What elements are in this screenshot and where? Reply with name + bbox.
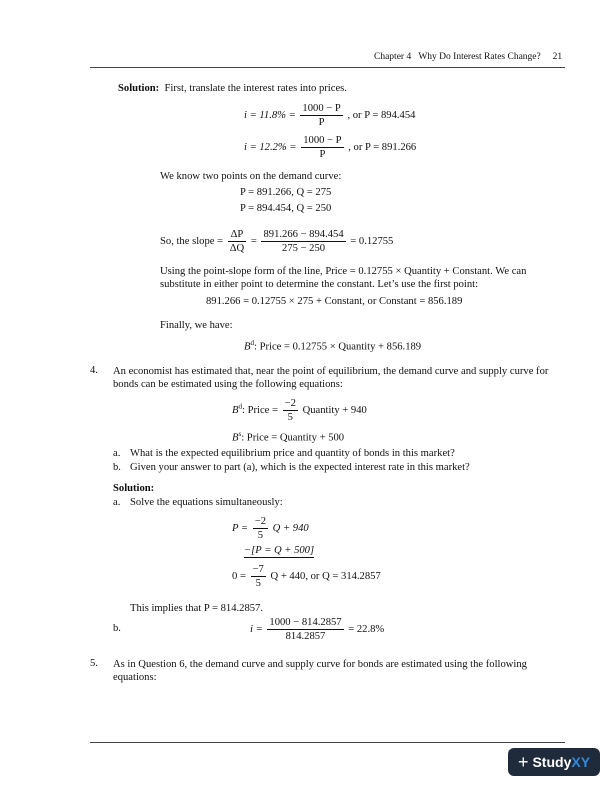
slope-den-2: 275 − 250: [282, 243, 326, 254]
q4-implies: This implies that P = 814.2857.: [130, 603, 264, 614]
eq-rate-1-frac: [300, 102, 342, 129]
chapter-title: Why Do Interest Rates Change?: [418, 52, 541, 62]
header-rule: [90, 67, 565, 68]
q4-interest-lhs: i =: [250, 623, 263, 635]
q4-step-1-den: 5: [257, 530, 264, 541]
slope-den-1: ΔQ: [229, 243, 245, 254]
slope-lhs: So, the slope =: [160, 235, 224, 247]
q4-step-1-num: −2: [254, 516, 267, 527]
q4-bd-num: −2: [284, 398, 296, 409]
q4-part-b-label: b.: [113, 462, 121, 473]
q4-interest-eq: [250, 616, 384, 643]
q4-interest-rhs: = 22.8%: [348, 623, 385, 635]
q4-interest-den: 814.2857: [285, 631, 326, 642]
q4-bd: B: [232, 404, 239, 416]
plus-icon: +: [517, 751, 529, 772]
q4-bd-frac: [283, 397, 298, 424]
q4-number: 4.: [90, 365, 98, 376]
q4-step-1-frac: [253, 515, 268, 542]
point-slope-text: Using the point-slope form of the line, Price = 0.12755 × Quantity + Constant. We can substitute in either point to determine the constant. Let’s use the first point:: [160, 266, 527, 290]
solution-label: Solution:: [118, 83, 160, 94]
eq-rate-1-den: P: [318, 117, 325, 128]
q4-step-1-lhs: P =: [232, 522, 249, 534]
finally-text: Finally, we have:: [160, 320, 233, 331]
eq-rate-1-lhs: i = 11.8% =: [244, 109, 296, 121]
slope-num-1: ΔP: [228, 228, 246, 242]
eq-rate-2-lhs: i = 12.2% =: [244, 141, 297, 153]
q4-bs-sup: s: [238, 430, 242, 438]
q4-interest-frac: [267, 616, 343, 643]
q4-step-2-text: −[P = Q + 500]: [244, 545, 315, 556]
chapter-label: Chapter 4: [374, 52, 412, 62]
slope-num-2: 891.266 − 894.454: [263, 229, 344, 240]
eq-rate-1-rhs: , or P = 894.454: [347, 109, 416, 121]
final-eq-sup: d: [250, 339, 254, 347]
slope-equation: [160, 228, 393, 255]
q4-sol-a-label: a.: [113, 497, 121, 508]
q4-solution-label: Solution:: [113, 483, 155, 494]
q5-number: 5.: [90, 658, 98, 669]
two-points-text: We know two points on the demand curve:: [160, 171, 342, 182]
slope-frac-2: [261, 228, 345, 255]
q4-step-1-rhs: Q + 940: [272, 522, 309, 534]
running-header: [374, 52, 562, 62]
q4-bs-rhs: : Price = Quantity + 500: [241, 432, 345, 444]
q4-step-1: [232, 515, 309, 542]
q4-bs: B: [232, 432, 239, 444]
footer-rule: [90, 742, 565, 743]
eq-rate-2-den: P: [319, 149, 326, 160]
eq-rate-2-frac: [301, 134, 343, 161]
q4-step-2: [244, 545, 314, 558]
q4-step-3-num: −7: [252, 564, 264, 575]
q4-supply-eq: [232, 430, 344, 444]
logo-text-accent: XY: [571, 754, 591, 770]
q4-step-3-lhs: 0 =: [232, 570, 246, 582]
q4-part-a-label: a.: [113, 448, 121, 459]
studyxy-logo: [508, 748, 600, 776]
page-number: 21: [552, 52, 563, 62]
slope-frac-1: [228, 228, 246, 255]
q4-step-3-den: 5: [255, 578, 261, 589]
q5-text: As in Question 6, the demand curve and supply curve for bonds are estimated using the following equations:: [113, 659, 527, 683]
final-equation: [244, 339, 421, 353]
point-1: P = 891.266, Q = 275: [240, 187, 332, 198]
logo-text: Study: [532, 754, 572, 770]
q4-part-b-text: Given your answer to part (a), which is the expected interest rate in this market?: [130, 462, 470, 473]
q4-part-a-text: What is the expected equilibrium price and quantity of bonds in this market?: [130, 448, 455, 459]
solution-intro: [118, 83, 347, 94]
constant-equation: 891.266 = 0.12755 × 275 + Constant, or Constant = 856.189: [206, 296, 463, 307]
eq-rate-2: [244, 134, 416, 161]
q4-bd-den: 5: [287, 412, 293, 423]
q4-step-3: [232, 563, 381, 590]
slope-rhs: = 0.12755: [350, 235, 394, 247]
eq-rate-2-num: 1000 − P: [303, 135, 342, 146]
q4-bd-sup: d: [238, 402, 242, 411]
q4-bd-rhs: Quantity + 940: [302, 404, 367, 416]
q4-bd-lhs: : Price =: [241, 404, 278, 416]
slope-eq: =: [250, 235, 257, 247]
solution-intro-text: First, translate the interest rates into prices.: [164, 83, 347, 94]
q4-step-3-frac: [251, 563, 266, 590]
eq-rate-1: [244, 102, 415, 129]
q4-sol-b-label: b.: [113, 623, 121, 634]
q4-sol-a-text: Solve the equations simultaneously:: [130, 497, 283, 508]
final-eq-rhs: : Price = 0.12755 × Quantity + 856.189: [253, 341, 422, 353]
q4-step-3-rhs: Q + 440, or Q = 314.2857: [270, 570, 381, 582]
q4-demand-eq: [232, 397, 367, 424]
eq-rate-1-num: 1000 − P: [302, 103, 341, 114]
q4-interest-num: 1000 − 814.2857: [269, 617, 342, 628]
final-eq-b: B: [244, 341, 251, 353]
eq-rate-2-rhs: , or P = 891.266: [348, 141, 417, 153]
q4-text: An economist has estimated that, near the point of equilibrium, the demand curve and supply curve for bonds can be estimated using the following equations:: [113, 366, 549, 390]
point-2: P = 894.454, Q = 250: [240, 203, 332, 214]
